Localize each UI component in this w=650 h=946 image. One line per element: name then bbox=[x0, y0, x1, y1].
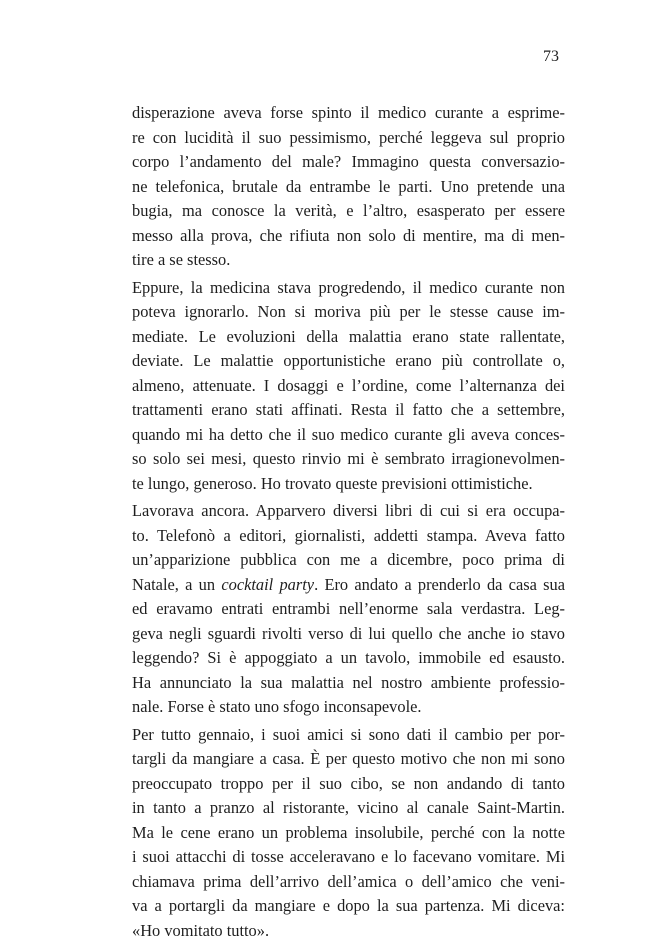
text-line: targli da mangiare a casa. È per questo motivo che non mi sono bbox=[132, 749, 565, 768]
paragraph bbox=[132, 723, 565, 944]
text-line: to. Telefonò a editori, giornalisti, addetti stampa. Aveva fatto bbox=[132, 525, 565, 545]
text-line: i suoi attacchi di tosse acceleravano e lo facevano vomitare. Mi bbox=[132, 847, 565, 866]
text-line: leggendo? Si è appoggiato a un tavolo, immobile ed esausto. bbox=[132, 648, 565, 667]
text-line: deviate. Le malattie opportunistiche erano più controllate o, bbox=[132, 351, 565, 370]
text-line: «Ho vomitato tutto». bbox=[132, 920, 270, 940]
text-run: Natale, a un bbox=[132, 574, 222, 594]
text-line: ed eravamo entrati entrambi nell’enorme sala verdastra. Leg- bbox=[132, 599, 565, 618]
text-line: corpo l’andamento del male? Immagino questa conversazio- bbox=[132, 152, 565, 171]
text-line: chiamava prima dell’arrivo dell’amica o dell’amico che veni- bbox=[132, 871, 565, 891]
text-line: Eppure, la medicina stava progredendo, il medico curante non bbox=[132, 277, 565, 297]
text-line: trattamenti erano stati affinati. Resta il fatto che a settembre, bbox=[132, 400, 565, 419]
text-line: te lungo, generoso. Ho trovato queste previsioni ottimistiche. bbox=[132, 473, 533, 493]
text-line: geva negli sguardi rivolti verso di lui quello che anche io stavo bbox=[132, 623, 565, 643]
paragraph bbox=[132, 499, 565, 720]
text-line: mediate. Le evoluzioni della malattia erano state rallentate, bbox=[132, 326, 565, 346]
text-line: tire a se stesso. bbox=[132, 250, 231, 269]
text-line: nale. Forse è stato uno sfogo inconsapevole. bbox=[132, 697, 422, 716]
text-line: Lavorava ancora. Apparvero diversi libri di cui si era occupa- bbox=[132, 501, 565, 520]
text-line: ne telefonica, brutale da entrambe le parti. Uno pretende una bbox=[132, 176, 565, 196]
italic-phrase: cocktail party bbox=[221, 574, 315, 594]
text-line: messo alla prova, che rifiuta non solo di mentire, ma di men- bbox=[132, 225, 565, 245]
paragraph bbox=[132, 101, 565, 273]
text-line: disperazione aveva forse spinto il medico curante a esprime- bbox=[132, 103, 565, 122]
text-line: preoccupato troppo per il suo cibo, se non andando di tanto bbox=[132, 773, 565, 793]
text-line: Per tutto gennaio, i suoi amici si sono dati il cambio per por- bbox=[132, 724, 565, 744]
page-number: 73 bbox=[543, 48, 559, 65]
text-line: bugia, ma conosce la verità, e l’altro, esasperato per essere bbox=[132, 201, 565, 220]
text-line: un’apparizione pubblica con me a dicembre, poco prima di bbox=[132, 550, 565, 569]
text-line: quando mi ha detto che il suo medico curante gli aveva conces- bbox=[132, 424, 565, 444]
paragraph bbox=[132, 276, 565, 497]
text-line: Ha annunciato la sua malattia nel nostro ambiente professio- bbox=[132, 672, 565, 692]
text-line: almeno, attenuate. I dosaggi e l’ordine, come l’alternanza dei bbox=[132, 375, 565, 395]
text-line: so solo sei mesi, questo rinvio mi è sembrato irragionevolmen- bbox=[132, 449, 565, 468]
text-line bbox=[132, 573, 565, 598]
text-line: va a portargli da mangiare e dopo la sua partenza. Mi diceva: bbox=[132, 896, 565, 915]
text-line: Ma le cene erano un problema insolubile, perché con la notte bbox=[132, 822, 565, 842]
text-run: . Ero andato a prenderlo da casa sua bbox=[314, 574, 566, 594]
body-text bbox=[132, 101, 565, 946]
text-line: re con lucidità il suo pessimismo, perché leggeva sul proprio bbox=[132, 127, 565, 147]
text-line: poteva ignorarlo. Non si moriva più per le stesse cause im- bbox=[132, 302, 565, 321]
text-line: in tanto a pranzo al ristorante, vicino al canale Saint-Martin. bbox=[132, 798, 565, 817]
